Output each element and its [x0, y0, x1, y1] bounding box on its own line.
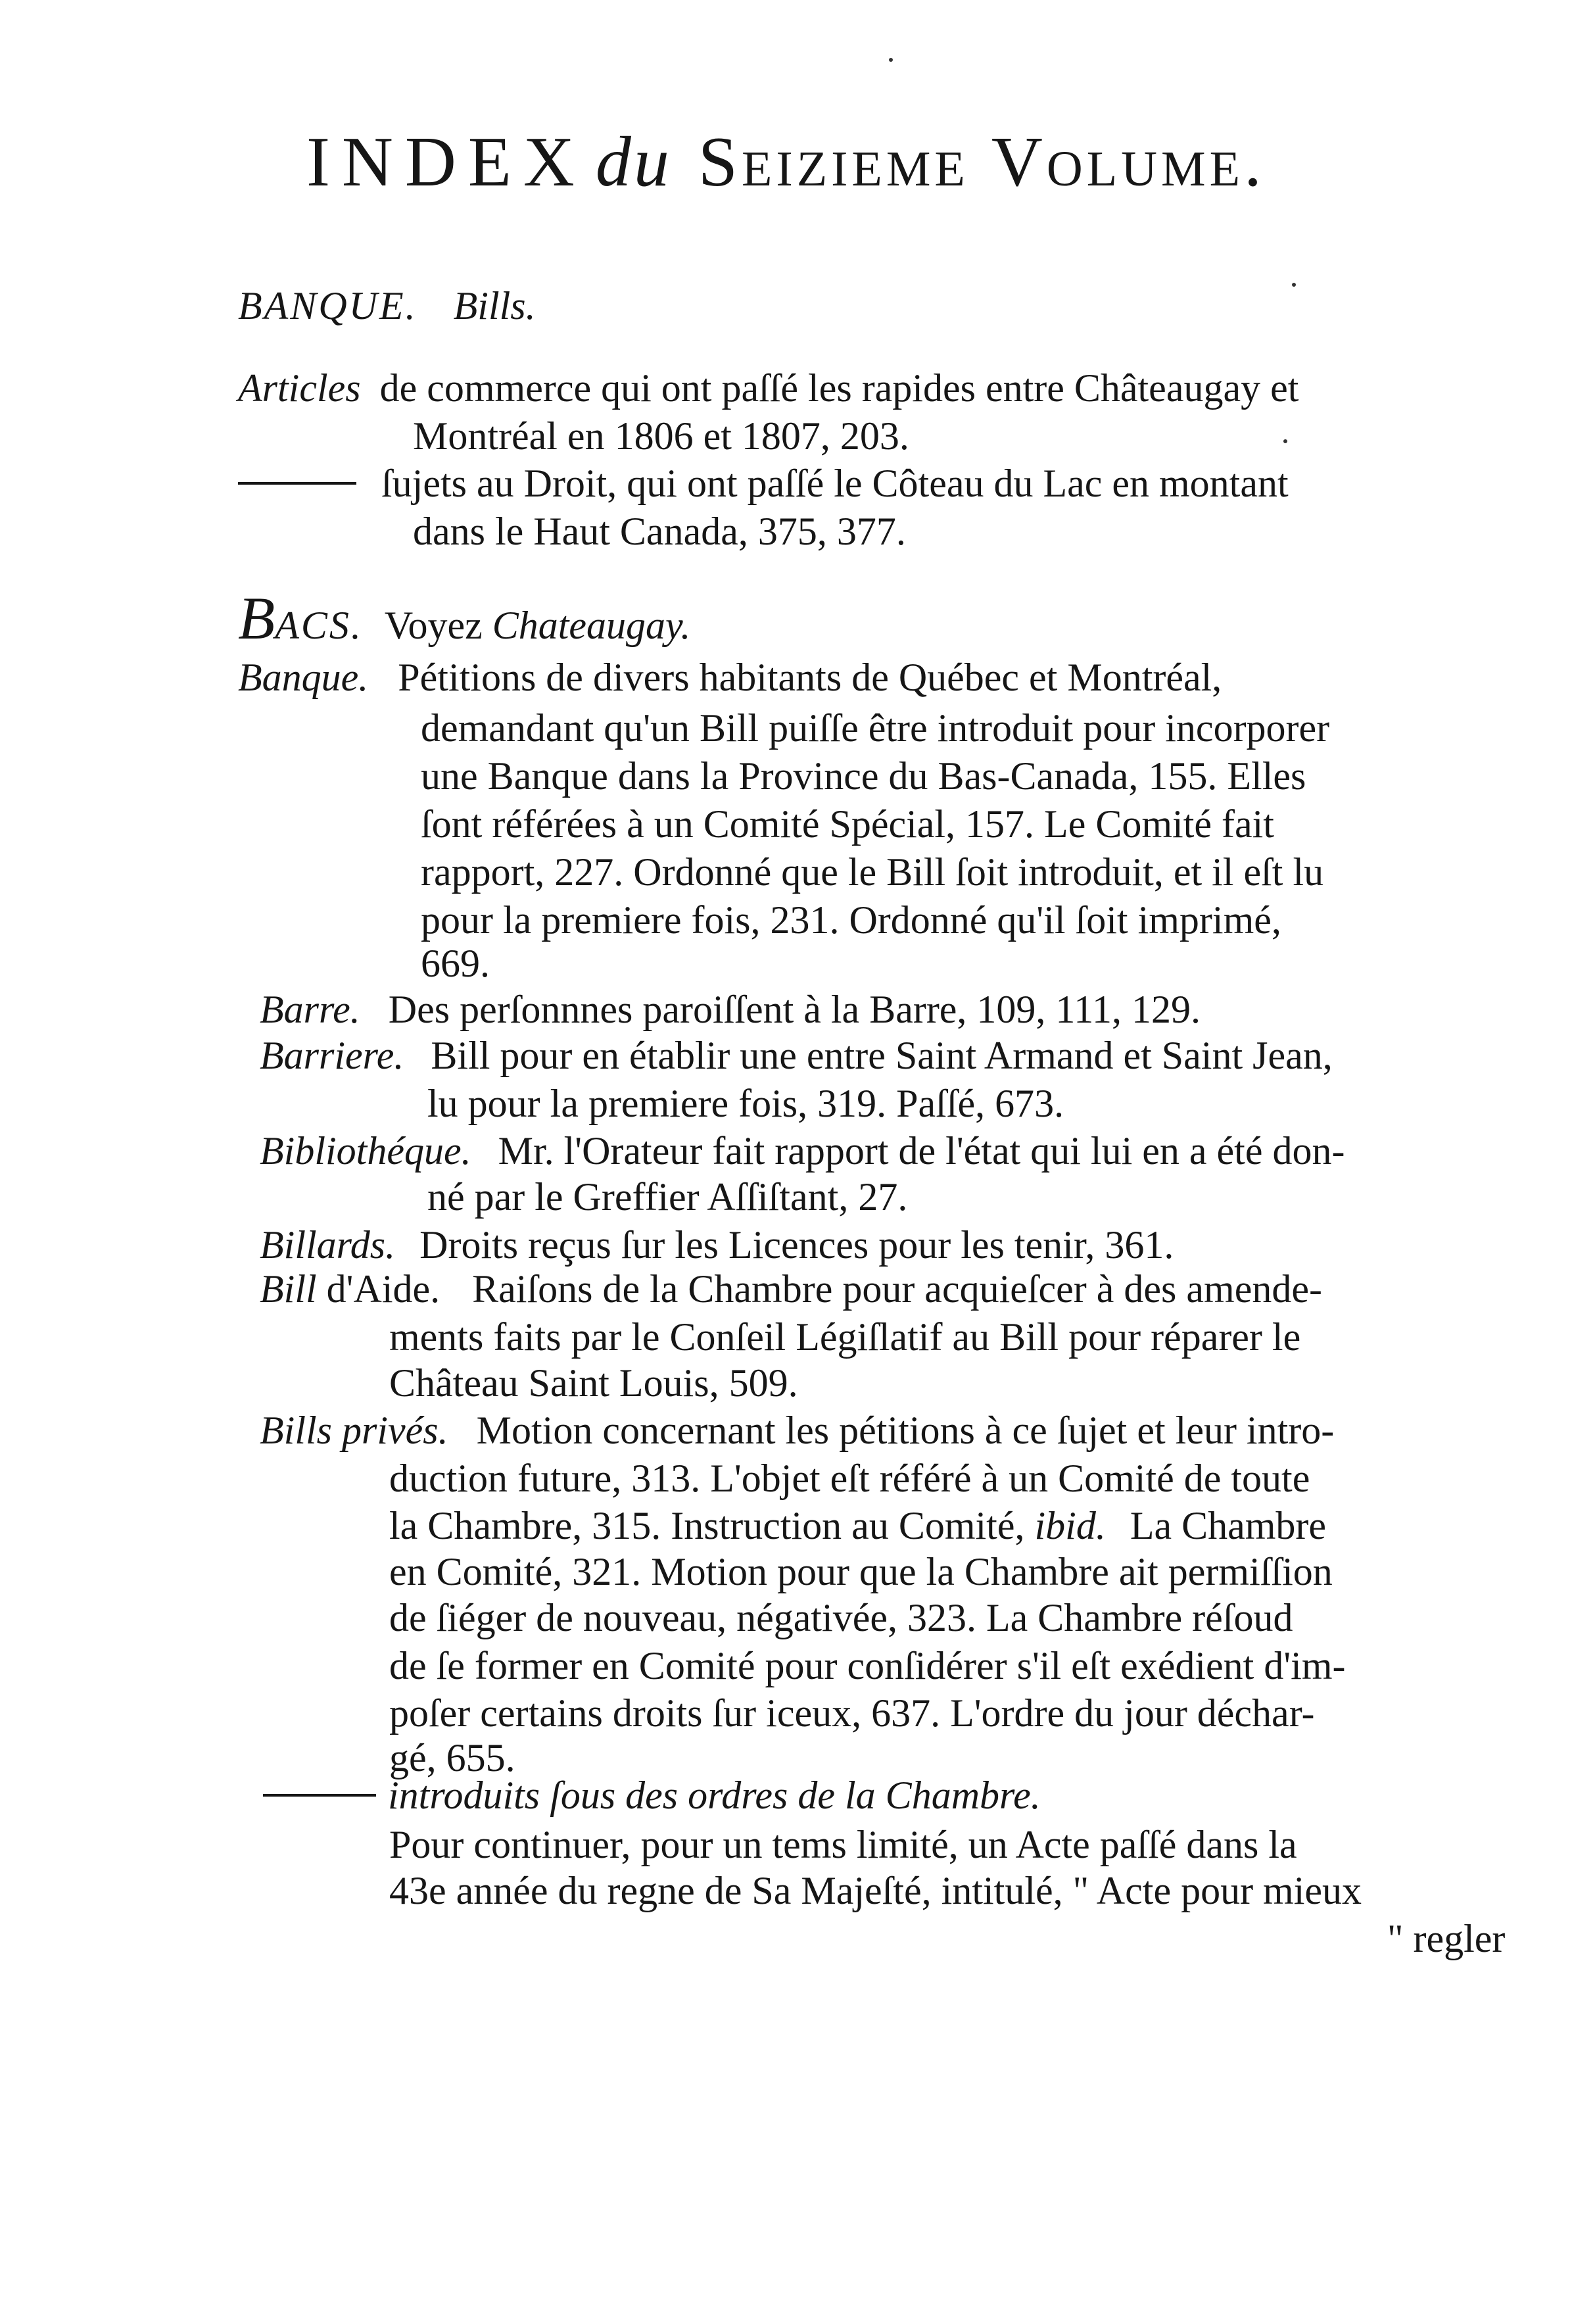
- entry-line: ſont référées à un Comité Spécial, 157. Le Comité fait: [421, 802, 1274, 846]
- entry-line: gé, 655.: [389, 1736, 515, 1779]
- entry-head: Banque.: [238, 656, 369, 699]
- entry-subentry: [238, 460, 1289, 506]
- entry-line: demandant qu'un Bill puiſſe être introduit pour incorporer: [421, 706, 1330, 750]
- section-heading-banque-bills: [238, 283, 536, 329]
- entry-text: Des perſonnnes paroiſſent à la Barre, 109, 111, 129.: [388, 988, 1201, 1031]
- entry-articles: [238, 365, 1298, 411]
- entry-line: rapport, 227. Ordonné que le Bill ſoit introduit, et il eſt lu: [421, 850, 1324, 894]
- ditto-dash: [238, 482, 356, 485]
- entry-line: en Comité, 321. Motion pour que la Chambre ait permiſſion: [389, 1550, 1333, 1593]
- page-title: [0, 122, 1572, 203]
- entry-line: né par le Greffier Aſſiſtant, 27.: [427, 1175, 908, 1219]
- entry-head: ACS.: [275, 604, 363, 647]
- entry-head: Barriere.: [260, 1034, 404, 1077]
- entry-text: de commerce qui ont paſſé les rapides entre Châteaugay et: [379, 366, 1299, 410]
- title-volume: Volume.: [991, 123, 1266, 201]
- entry-line: ments faits par le Conſeil Légiſlatif au Bill pour réparer le: [389, 1315, 1301, 1359]
- entry-line: poſer certains droits ſur iceux, 637. L'ordre du jour déchar-: [389, 1691, 1315, 1735]
- heading-bills: Bills.: [453, 284, 536, 327]
- entry-line: Château Saint Louis, 509.: [389, 1361, 798, 1405]
- ditto-dash: [263, 1794, 376, 1797]
- entry-ref: Chateaugay.: [492, 604, 691, 647]
- title-du: du: [595, 123, 672, 201]
- entry-head-2: d'Aide.: [326, 1267, 441, 1311]
- entry-line: Pour continuer, pour un tems limité, un Acte paſſé dans la: [389, 1823, 1297, 1866]
- entry-text: Bill pour en établir une entre Saint Armand et Saint Jean,: [431, 1034, 1333, 1077]
- title-index: INDEX: [306, 123, 586, 201]
- entry-head: Bibliothéque.: [260, 1129, 471, 1173]
- entry-line: pour la premiere fois, 231. Ordonné qu'il ſoit imprimé,: [421, 898, 1281, 942]
- entry-text: Mr. l'Orateur fait rapport de l'état qui lui en a été don-: [498, 1129, 1345, 1173]
- entry-text: Voyez: [384, 604, 483, 647]
- entry-line: une Banque dans la Province du Bas-Canada, 155. Elles: [421, 754, 1306, 798]
- entry-text: ſujets au Droit, qui ont paſſé le Côteau du Lac en montant: [381, 462, 1289, 505]
- entry-text: Droits reçus ſur les Licences pour les tenir, 361.: [419, 1223, 1174, 1267]
- entry-barre: [260, 986, 1201, 1032]
- entry-bills-prives: [260, 1407, 1334, 1453]
- entry-introduits: [263, 1772, 1041, 1818]
- entry-head: Billards.: [260, 1223, 396, 1267]
- entry-line: de ſiéger de nouveau, négativée, 323. La Chambre réſoud: [389, 1596, 1293, 1639]
- entry-line: dans le Haut Canada, 375, 377.: [413, 510, 906, 553]
- entry-bibliotheque: [260, 1128, 1345, 1174]
- entry-head: introduits ſous des ordres de la Chambre.: [388, 1774, 1041, 1817]
- entry-text: Pétitions de divers habitants de Québec et Montréal,: [398, 656, 1222, 699]
- entry-line: Montréal en 1806 et 1807, 203.: [413, 414, 909, 458]
- entry-line: duction future, 313. L'objet eſt référé à un Comité de toute: [389, 1457, 1310, 1500]
- print-speck: [1292, 283, 1296, 287]
- entry-head: Articles: [238, 366, 361, 410]
- entry-ibid: ibid.: [1034, 1504, 1106, 1547]
- entry-line: 43e année du regne de Sa Majeſté, intitulé, " Acte pour mieux: [389, 1869, 1362, 1912]
- entry-barriere: [260, 1032, 1333, 1078]
- entry-line: [389, 1503, 1326, 1549]
- entry-text: la Chambre, 315. Instruction au Comité,: [389, 1504, 1025, 1547]
- entry-banque: [238, 654, 1222, 700]
- entry-head: Barre.: [260, 988, 360, 1031]
- entry-text: Raiſons de la Chambre pour acquieſcer à des amende-: [472, 1267, 1322, 1311]
- entry-text: La Chambre: [1130, 1504, 1327, 1547]
- entry-text: Motion concernant les pétitions à ce ſujet et leur intro-: [476, 1409, 1335, 1452]
- entry-head: Bills privés.: [260, 1409, 448, 1452]
- title-seizieme: Seizieme: [698, 123, 969, 201]
- entry-line: lu pour la premiere fois, 319. Paſſé, 673.: [427, 1082, 1064, 1125]
- entry-billards: [260, 1222, 1174, 1268]
- entry-line: 669.: [421, 942, 490, 985]
- print-speck: [1283, 439, 1287, 443]
- entry-line: de ſe former en Comité pour conſidérer s'il eſt exédient d'im-: [389, 1644, 1346, 1687]
- drop-letter: B: [238, 585, 275, 652]
- heading-banque: BANQUE.: [238, 284, 417, 327]
- entry-bill-aide: [260, 1266, 1322, 1312]
- entry-head: Bill: [260, 1267, 317, 1311]
- print-speck: [889, 58, 893, 62]
- catchword: " regler: [1387, 1917, 1506, 1960]
- entry-bacs: [238, 585, 691, 652]
